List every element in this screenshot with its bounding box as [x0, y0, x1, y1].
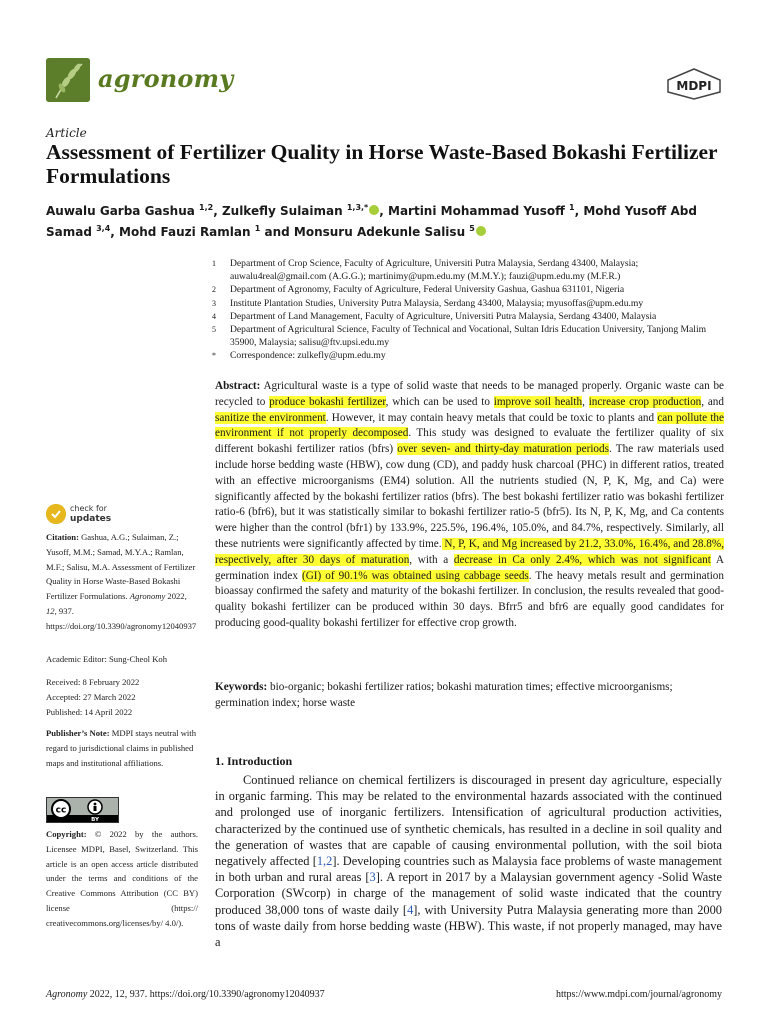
highlighted-text: sanitize the environment [215, 411, 326, 424]
intro-text: Continued reliance on chemical fertilizers is discouraged in present day agriculture, especially in organic farming. This may be related to the environmental hazards associated with the continued and prolonged use of inorganic fertilizers. Intensification of agricultural production activities, characterized by the continued use of synthetic chemicals, has resulted in a decline in soil quality and the generation of wastes that are capable of causing environmental pollution, with the soil biota negatively affected [ [215, 773, 722, 869]
affiliation-row [212, 257, 732, 283]
author-name[interactable]: Zulkefly Sulaiman [221, 204, 347, 218]
author-affiliation-sup: 1 [568, 203, 575, 212]
highlighted-text: decrease in Ca only 2.4%, which was not significant [453, 553, 711, 566]
intro-text: ]. Developing countries such as Malaysia face problems of waste management in both urban and rural areas [ [215, 854, 722, 885]
check-updates-line1: check for [70, 504, 107, 513]
author-affiliation-sup: 1,3,* [346, 203, 369, 212]
academic-editor: Academic Editor: Sung-Cheol Koh [46, 654, 168, 664]
cc-by-license-badge[interactable] [46, 797, 119, 823]
author-list [46, 199, 736, 241]
abstract-text: . However, it may contain heavy metals that could be toxic to plants and [325, 411, 658, 424]
footer-doi[interactable]: 2022, 12, 937. https://doi.org/10.3390/agronomy12040937 [87, 989, 325, 1000]
citation-ref-link[interactable]: 1,2 [316, 854, 333, 869]
affiliation-number: 4 [212, 311, 216, 321]
affiliation-row [212, 349, 732, 362]
mdpi-logo-text: MDPI [676, 79, 712, 93]
copyright-block [46, 827, 198, 931]
author-separator: , [110, 225, 120, 239]
highlighted-text: produce bokashi fertilizer [269, 395, 386, 408]
author-affiliation-sup: 3,4 [96, 224, 111, 233]
highlighted-text: N, P, K, and Mg increased by 21.2, 33.0%, 16.4%, and 28.8%, respectively, after 30 days of maturation [215, 537, 725, 566]
introduction-paragraph [215, 772, 722, 950]
author-name[interactable]: Mohd Fauzi Ramlan [119, 225, 255, 239]
abstract-text: , which can be used to [385, 395, 494, 408]
footer-journal-url[interactable]: https://www.mdpi.com/journal/agronomy [555, 989, 722, 1000]
copyright-text: © 2022 by the authors. Licensee MDPI, Basel, Switzerland. This article is an open access article distributed under the terms and conditions of the Creative Commons Attribution (CC BY) license (https:// creativecommons.org/licenses/by/ 4.0/). [46, 829, 198, 928]
intro-text: ], with University Putra Malaysia generating more than 2000 tons of waste daily from horse bedding waste (HBW). This waste, if not properly managed, may have a [215, 902, 722, 950]
received-date: Received: 8 February 2022 [46, 677, 140, 687]
journal-header [46, 56, 722, 106]
dates-block [46, 675, 198, 719]
footer-journal: Agronomy [46, 989, 88, 1000]
citation-ref-link[interactable]: 3 [369, 870, 376, 885]
affiliation-text: Department of Land Management, Faculty of Agriculture, Universiti Putra Malaysia, Serdang 43400, Malaysia [230, 310, 657, 322]
affiliation-row [212, 323, 732, 349]
affiliations [212, 257, 732, 363]
abstract [215, 379, 724, 632]
affiliation-number: * [212, 351, 216, 361]
citation-doi[interactable]: , 937. https://doi.org/10.3390/agronomy12040937 [46, 605, 197, 631]
affiliation-text: Institute Plantation Studies, University Putra Malaysia, Serdang 43400, Malaysia; myusoffas@upm.edu.my [230, 297, 644, 309]
affiliation-row [212, 297, 732, 310]
citation-text: Gashua, A.G.; Sulaiman, Z.; Yusoff, M.M.; Samad, M.Y.A.; Ramlan, M.F.; Salisu, M.A. Assessment of Fertilizer Quality in Horse Waste-Based Bokashi Fertilizer Formulations. [46, 532, 196, 602]
mdpi-logo[interactable] [666, 68, 722, 100]
citation-volume: 12 [46, 605, 55, 616]
affiliation-row [212, 283, 732, 296]
affiliation-number: 2 [212, 285, 216, 295]
keywords [215, 680, 724, 712]
orcid-icon[interactable] [476, 226, 486, 236]
citation-ref-link[interactable]: 4 [407, 902, 414, 917]
cc-icon: cc [55, 805, 67, 816]
citation-year: 2022, [165, 591, 187, 602]
affiliation-number: 3 [212, 298, 216, 308]
abstract-text: , and [701, 395, 724, 408]
citation-journal: Agronomy [129, 591, 166, 602]
paper-title: Assessment of Fertilizer Quality in Horse Waste-Based Bokashi Fertilizer Formulations [46, 140, 718, 188]
publisher-note-label: Publisher’s Note: [46, 728, 110, 738]
affiliation-text: Department of Agricultural Science, Faculty of Technical and Vocational, Sultan Idris Education University, Tanjong Malim 35900, Malaysia; salisu@ftv.upsi.edu.my [230, 324, 707, 349]
author-name[interactable]: Martini Mohammad Yusoff [388, 204, 569, 218]
affiliation-row [212, 310, 732, 323]
author-affiliation-sup: 1 [254, 224, 261, 233]
author-name[interactable]: Mohd Yusoff Abd Samad [46, 204, 697, 239]
highlighted-text: increase crop production [588, 395, 702, 408]
abstract-text: A germination index [215, 553, 724, 582]
affiliation-text: Department of Agronomy, Faculty of Agriculture, Federal University Gashua, Gashua 631101, Nigeria [230, 284, 625, 296]
affiliation-number: 5 [212, 325, 216, 335]
abstract-text: , with a [409, 553, 454, 566]
affiliation-number: 1 [212, 259, 216, 268]
author-name[interactable]: Auwalu Garba Gashua [46, 204, 200, 218]
copyright-label: Copyright: [46, 829, 87, 839]
author-separator: , [213, 204, 222, 218]
check-updates-line2: updates [70, 514, 112, 524]
affiliation-text: Correspondence: zulkefly@upm.edu.my [230, 350, 386, 362]
journal-name: agronomy [98, 64, 234, 93]
highlighted-text: over seven- and thirty-day maturation periods [397, 443, 609, 456]
citation-label: Citation: [46, 532, 79, 542]
accepted-date: Accepted: 27 March 2022 [46, 691, 136, 702]
author-separator: , [379, 204, 388, 218]
citation-block [46, 530, 198, 634]
author-name[interactable]: Monsuru Adekunle Salisu [293, 225, 470, 239]
author-separator: , [574, 204, 584, 218]
publisher-note [46, 726, 198, 770]
footer-citation [46, 989, 325, 1000]
abstract-text: . This study was designed to evaluate the fertilizer quality of six different bokashi fertilizer ratios (bfrs) [215, 427, 725, 456]
journal-logo-icon [46, 58, 90, 102]
abstract-text: . The raw materials used include horse bedding waste (HBW), cow dung (CD), and paddy husk charcoal (PHC) in different ratios, treated with an effective microorganisms (EM4) solution. All the nutrients studied (N, P, K, Mg, and Ca) were significantly affected by the bokashi fertilizer ratios (bfrs). The best bokashi fertilizer ratio was bokashi fertilizer ratio-6 (bfr6), but it was statistically similar to bokashi fertilizer ratio-5 (bfr5). Its N, P, K, Mg, and Ca contents were higher than the control (bfr1) by 133.9%, 225.5%, 196.4%, 105.0%, and 84.7%, respectively. Similarly, all these nutrients were significantly affected by time. [215, 443, 725, 550]
check-updates-icon [46, 504, 66, 524]
orcid-icon[interactable] [369, 205, 379, 215]
affiliation-text: Department of Crop Science, Faculty of Agriculture, Universiti Putra Malaysia, Serdang 43400, Malaysia; auwalu4real@gmail.com (A.G.G.); martinimy@upm.edu.my (M.M.Y.); fauzi@upm.edu.my (M.F.R.) [230, 258, 639, 283]
publisher-note-text: MDPI stays neutral with regard to jurisdictional claims in published maps and institutional affiliations. [46, 728, 196, 768]
published-date: Published: 14 April 2022 [46, 706, 133, 717]
abstract-text: Agricultural waste is a type of solid waste that needs to be managed properly. Organic waste can be recycled to [215, 380, 724, 408]
by-icon: BY [91, 817, 99, 822]
intro-text: ]. A report in 2017 by a Malaysian government agency -Solid Waste Corporation (SWcorp) in charge of the management of solid waste indicated that the country produced 38,000 tons of waste daily [ [215, 870, 723, 917]
author-separator: and [260, 225, 294, 239]
author-affiliation-sup: 1,2 [199, 203, 214, 212]
keywords-text: bio-organic; bokashi fertilizer ratios; bokashi maturation times; effective microorganisms; germination index; horse waste [215, 681, 673, 709]
highlighted-text: improve soil health [493, 395, 583, 408]
abstract-text: . The heavy metals result and germination bioassay confirmed the safety and maturity of the bokashi fertilizer. In conclusion, the results revealed that good-quality bokashi fertilizer can be produced within 30 days. Bfrr5 and bfr6 are equally good candidates for producing good-quality bokashi fertilizer for effective crop growth. [215, 569, 724, 629]
section-heading-introduction: 1. Introduction [215, 754, 293, 768]
keywords-label: Keywords: [215, 681, 268, 693]
check-for-updates-button[interactable] [46, 502, 126, 526]
abstract-label: Abstract: [215, 380, 261, 392]
highlighted-text: (GI) of 90.1% was obtained using cabbage seeds [302, 569, 529, 582]
author-affiliation-sup: 5 [469, 224, 475, 233]
highlighted-text: can pollute the environment if not properly decomposed [215, 411, 724, 440]
abstract-text: , [582, 395, 589, 408]
article-type: Article [46, 126, 87, 140]
